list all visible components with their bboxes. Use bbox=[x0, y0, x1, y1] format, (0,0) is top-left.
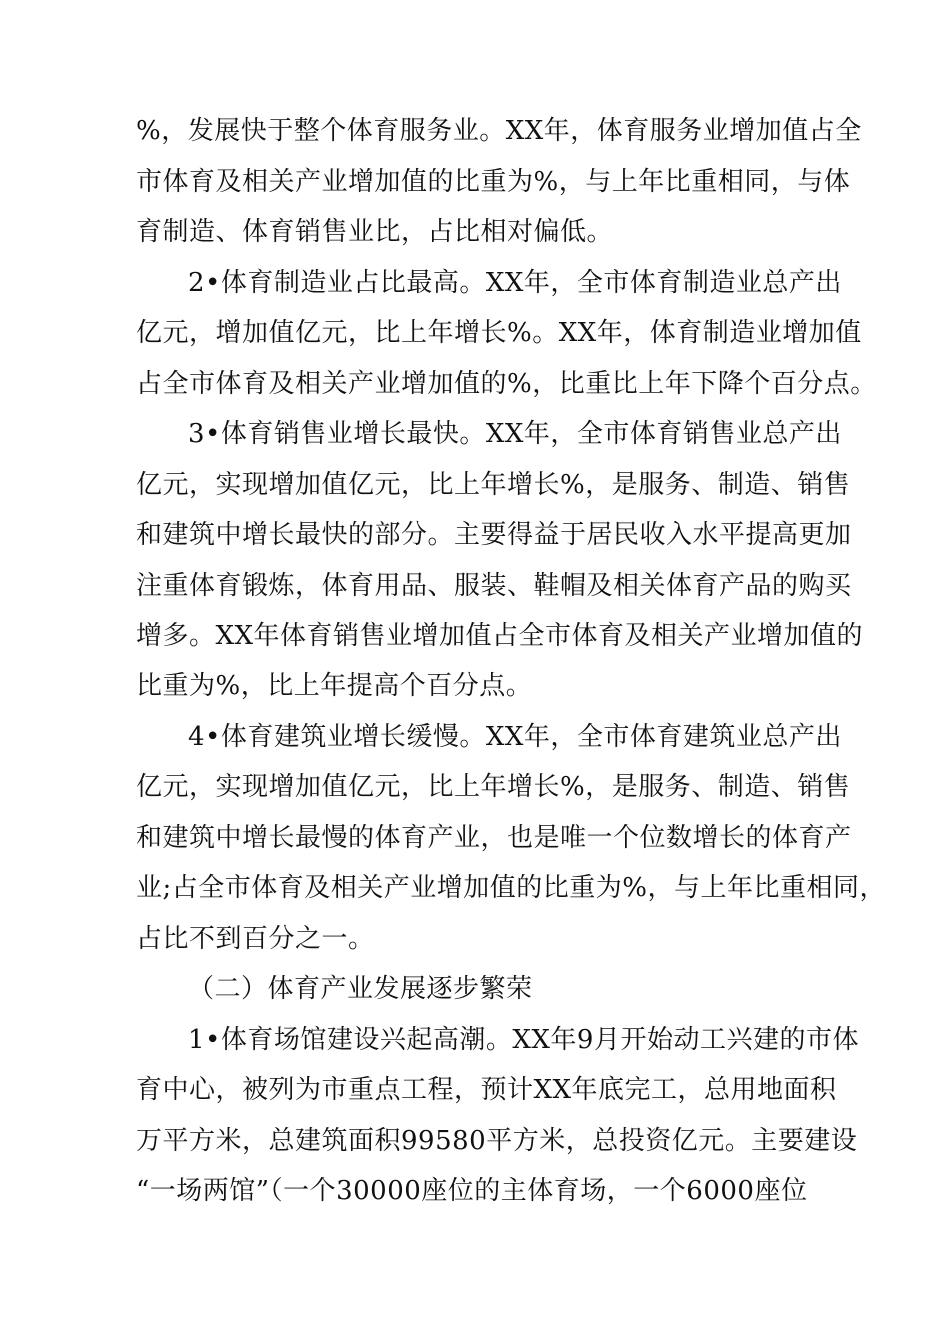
text-line: 和建筑中增长最快的部分。主要得益于居民收入水平提高更加 bbox=[136, 520, 852, 550]
text-line: 亿元，实现增加值亿元，比上年增长%，是服务、制造、销售 bbox=[136, 470, 851, 500]
text-line: 注重体育锻炼，体育用品、服装、鞋帽及相关体育产品的购买 bbox=[136, 571, 852, 601]
section-heading: （二）体育产业发展逐步繁荣 bbox=[188, 974, 533, 1004]
text-line: 增多。XX年体育销售业增加值占全市体育及相关产业增加值的 bbox=[136, 621, 864, 651]
paragraph-start-1: 1•体育场馆建设兴起高潮。XX年9月开始动工兴建的市体 bbox=[188, 1025, 859, 1055]
paragraph-start-4: 4•体育建筑业增长缓慢。XX年，全市体育建筑业总产出 bbox=[188, 722, 842, 752]
text-line: “一场两馆”（一个30000座位的主体育场，一个6000座位 bbox=[136, 1176, 808, 1206]
text-line: %，发展快于整个体育服务业。XX年，体育服务业增加值占全 bbox=[136, 116, 862, 146]
text-line: 育中心，被列为市重点工程，预计XX年底完工，总用地面积 bbox=[136, 1075, 837, 1105]
paragraph-start-2: 2•体育制造业占比最高。XX年，全市体育制造业总产出 bbox=[188, 268, 842, 298]
text-line: 占全市体育及相关产业增加值的%，比重比上年下降个百分点。 bbox=[136, 369, 877, 399]
text-line: 万平方米，总建筑面积99580平方米，总投资亿元。主要建设 bbox=[136, 1126, 858, 1156]
paragraph-start-3: 3•体育销售业增长最快。XX年，全市体育销售业总产出 bbox=[188, 419, 842, 449]
text-line: 和建筑中增长最慢的体育产业，也是唯一个位数增长的体育产 bbox=[136, 823, 852, 853]
text-line: 占比不到百分之一。 bbox=[136, 924, 375, 954]
text-line: 亿元，增加值亿元，比上年增长%。XX年，体育制造业增加值 bbox=[136, 318, 862, 348]
text-line: 业;占全市体育及相关产业增加值的比重为%，与上年比重相同， bbox=[136, 873, 886, 903]
text-line: 育制造、体育销售业比，占比相对偏低。 bbox=[136, 217, 614, 247]
text-line: 比重为%，比上年提高个百分点。 bbox=[136, 671, 533, 701]
text-line: 市体育及相关产业增加值的比重为%，与上年比重相同，与体 bbox=[136, 167, 851, 197]
text-line: 亿元，实现增加值亿元，比上年增长%，是服务、制造、销售 bbox=[136, 772, 851, 802]
